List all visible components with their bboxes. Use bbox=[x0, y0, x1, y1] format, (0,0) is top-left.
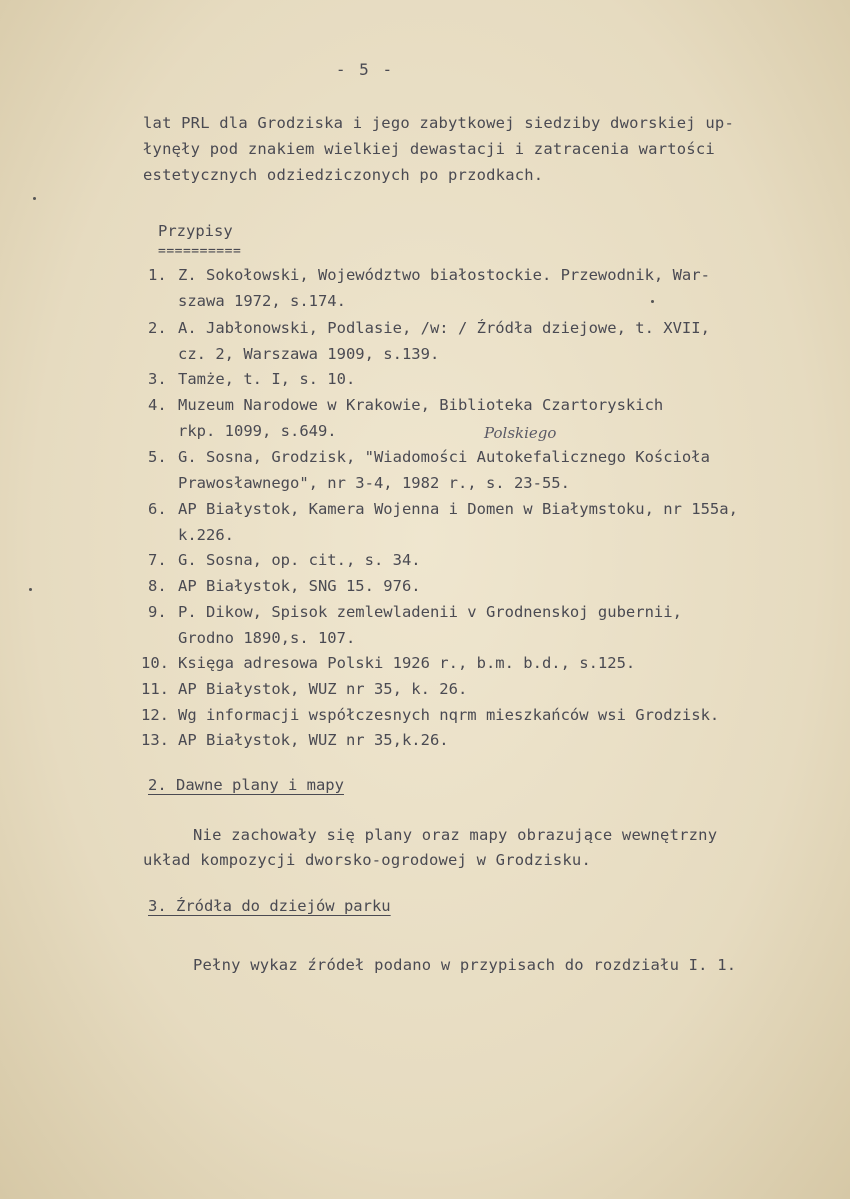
footnote-number: 9. bbox=[148, 603, 167, 621]
footnote-12 bbox=[141, 706, 719, 724]
footnote-2-cont: cz. 2, Warszawa 1909, s.139. bbox=[178, 345, 440, 363]
footnote-7 bbox=[148, 551, 421, 569]
paper-speck bbox=[651, 300, 654, 303]
paper-speck bbox=[29, 588, 32, 591]
footnote-text: AP Białystok, SNG 15. 976. bbox=[178, 577, 421, 595]
footnote-text: Księga adresowa Polski 1926 r., b.m. b.d., s.125. bbox=[178, 654, 636, 672]
section-3-text: Pełny wykaz źródeł podano w przypisach do rozdziału I. 1. bbox=[193, 956, 737, 974]
handwritten-annotation: Polskiego bbox=[484, 424, 557, 442]
footnote-number: 12. bbox=[141, 706, 169, 724]
footnote-9-cont: Grodno 1890,s. 107. bbox=[178, 629, 356, 647]
footnote-number: 4. bbox=[148, 396, 167, 414]
footnote-text: G. Sosna, Grodzisk, "Wiadomości Autokefalicznego Kościoła bbox=[178, 448, 710, 466]
footnote-4-cont: rkp. 1099, s.649. bbox=[178, 422, 337, 440]
paper-speck bbox=[33, 197, 36, 200]
footnote-text: Wg informacji współczesnych nqrm mieszkańców wsi Grodzisk. bbox=[178, 706, 720, 724]
footnote-6-cont: k.226. bbox=[178, 526, 234, 544]
footnote-1 bbox=[148, 266, 710, 284]
footnote-13 bbox=[141, 731, 449, 749]
section-3-title: 3. Źródła do dziejów parku bbox=[148, 897, 391, 915]
section-2-line-1: Nie zachowały się plany oraz mapy obrazujące wewnętrzny bbox=[193, 826, 718, 844]
intro-line-2: łynęły pod znakiem wielkiej dewastacji i zatracenia wartości bbox=[143, 140, 715, 158]
footnote-number: 3. bbox=[148, 370, 167, 388]
section-2-title: 2. Dawne plany i mapy bbox=[148, 776, 344, 794]
footnote-text: AP Białystok, WUZ nr 35, k. 26. bbox=[178, 680, 468, 698]
footnote-text: Z. Sokołowski, Województwo białostockie. Przewodnik, War- bbox=[178, 266, 710, 284]
footnote-5 bbox=[148, 448, 710, 466]
footnote-number: 1. bbox=[148, 266, 167, 284]
footnote-6 bbox=[148, 500, 738, 518]
footnote-11 bbox=[141, 680, 467, 698]
footnote-text: AP Białystok, WUZ nr 35,k.26. bbox=[178, 731, 449, 749]
footnote-4 bbox=[148, 396, 663, 414]
page-number: - 5 - bbox=[335, 60, 395, 79]
footnotes-heading-underline: ========== bbox=[158, 244, 242, 259]
footnote-number: 11. bbox=[141, 680, 169, 698]
footnote-8 bbox=[148, 577, 421, 595]
footnote-text: Muzeum Narodowe w Krakowie, Biblioteka Czartoryskich bbox=[178, 396, 664, 414]
footnote-5-cont: Prawosławnego", nr 3-4, 1982 r., s. 23-55. bbox=[178, 474, 570, 492]
footnote-text: P. Dikow, Spisok zemlewladenii v Grodnenskoj gubernii, bbox=[178, 603, 682, 621]
footnote-number: 7. bbox=[148, 551, 167, 569]
footnote-text: A. Jabłonowski, Podlasie, /w: / Źródła dziejowe, t. XVII, bbox=[178, 319, 710, 337]
footnote-number: 10. bbox=[141, 654, 169, 672]
footnote-text: AP Białystok, Kamera Wojenna i Domen w Białymstoku, nr 155a, bbox=[178, 500, 738, 518]
footnote-text: Tamże, t. I, s. 10. bbox=[178, 370, 356, 388]
footnote-number: 2. bbox=[148, 319, 167, 337]
section-2-line-2: układ kompozycji dworsko-ogrodowej w Grodzisku. bbox=[143, 851, 591, 869]
footnote-1-cont: szawa 1972, s.174. bbox=[178, 292, 346, 310]
footnote-number: 8. bbox=[148, 577, 167, 595]
footnote-9 bbox=[148, 603, 682, 621]
footnote-number: 5. bbox=[148, 448, 167, 466]
footnote-text: G. Sosna, op. cit., s. 34. bbox=[178, 551, 421, 569]
footnote-10 bbox=[141, 654, 635, 672]
footnote-3 bbox=[148, 370, 355, 388]
footnote-2 bbox=[148, 319, 710, 337]
footnote-number: 6. bbox=[148, 500, 167, 518]
intro-line-3: estetycznych odziedziczonych po przodkach. bbox=[143, 166, 544, 184]
footnote-number: 13. bbox=[141, 731, 169, 749]
intro-line-1: lat PRL dla Grodziska i jego zabytkowej siedziby dworskiej up- bbox=[143, 114, 734, 132]
footnotes-heading: Przypisy bbox=[158, 222, 233, 240]
